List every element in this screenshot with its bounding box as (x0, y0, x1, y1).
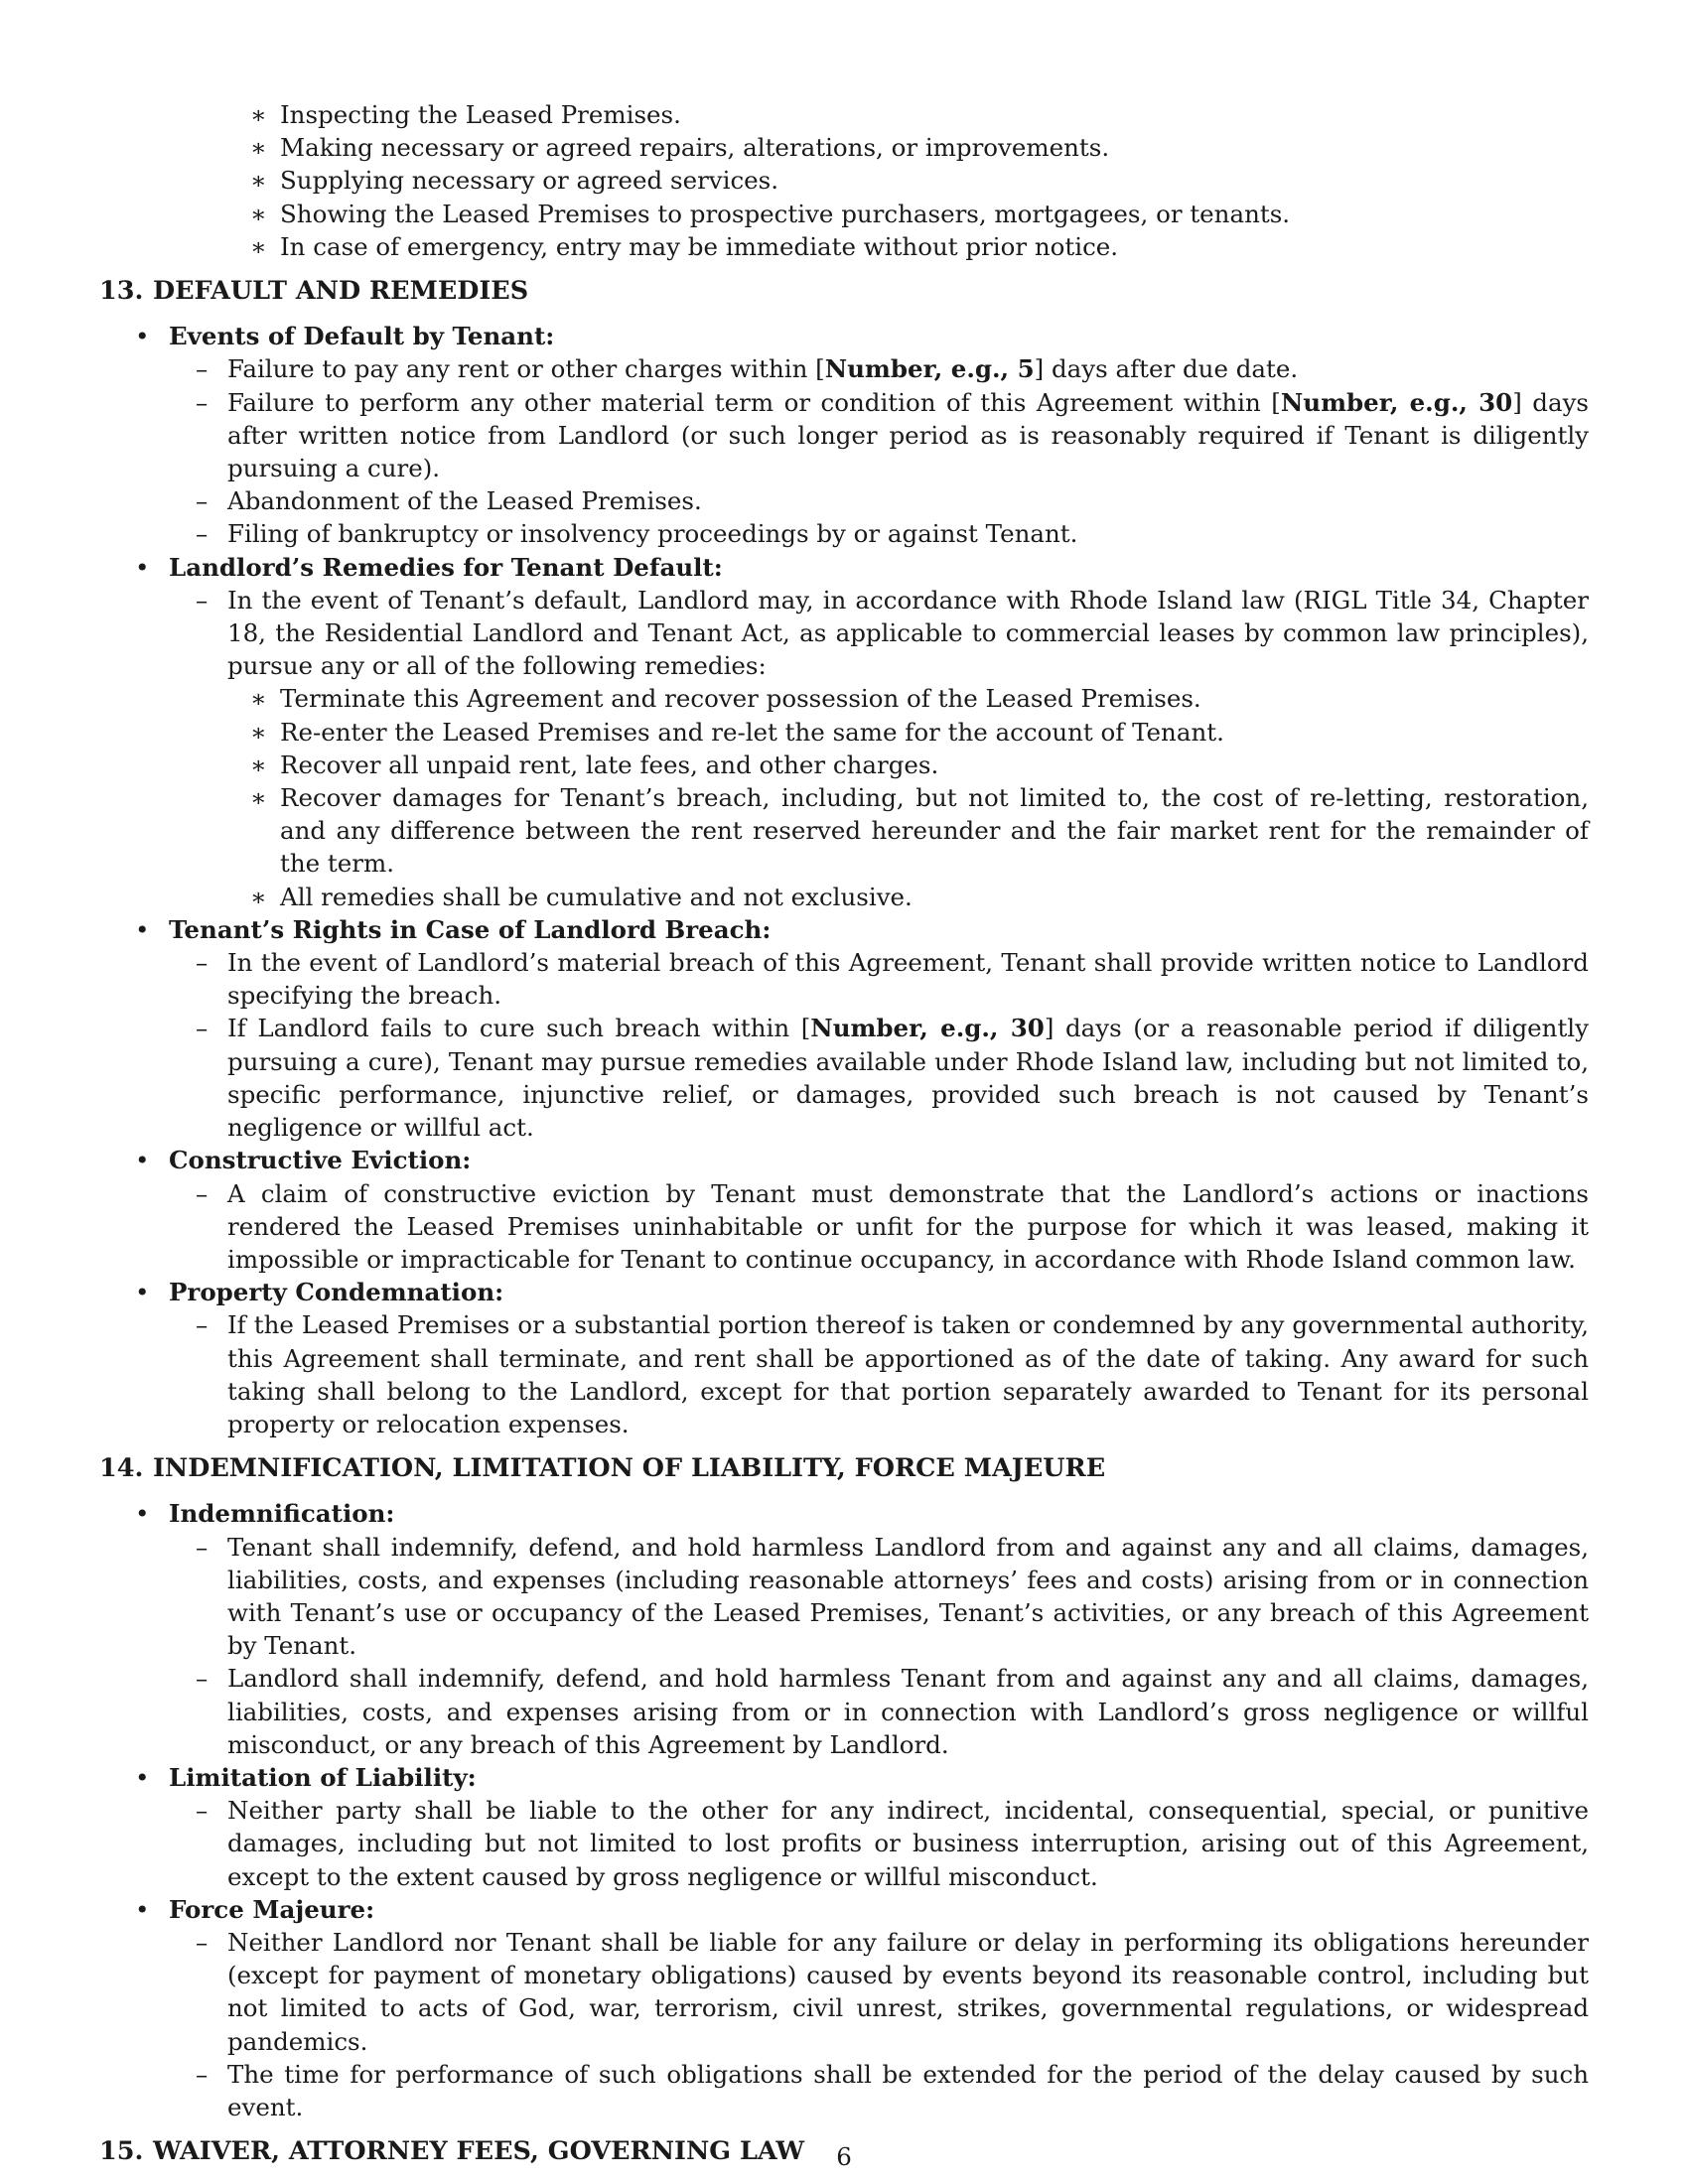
landlord-remedies-heading: • Landlord’s Remedies for Tenant Default: (99, 551, 1589, 584)
bullet-icon: • (135, 1146, 150, 1175)
asterisk-bullet-icon: ∗ (250, 100, 267, 129)
list-item: – Neither Landlord nor Tenant shall be liable for any failure or delay in performing its obligations hereunder (except for payment of monetary obligations) caused by events beyond its reasonable control, including but not limited to acts of God, war, terrorism, civil unrest, strikes, governmental regulations, or widespread pandemics. (196, 1927, 1589, 2056)
force-majeure-heading: • Force Majeure: (99, 1893, 1589, 1926)
dash-bullet-icon: – (196, 1310, 209, 1340)
list-item: – A claim of constructive eviction by Tenant must demonstrate that the Landlord’s actions or inactions rendered the Leased Premises uninhabitable or unfit for the purpose for which it was leased, making it impossible or impracticable for Tenant to continue occupancy, in accordance with Rhode Island common law. (196, 1178, 1589, 1274)
dash-bullet-icon: – (196, 519, 209, 549)
limitation-of-liability-heading: • Limitation of Liability: (99, 1761, 1589, 1794)
asterisk-bullet-icon: ∗ (250, 717, 267, 747)
dash-bullet-icon: – (196, 1796, 209, 1826)
asterisk-bullet-icon: ∗ (250, 133, 267, 163)
property-condemnation-heading: • Property Condemnation: (99, 1276, 1589, 1308)
list-item: – Filing of bankruptcy or insolvency proceedings by or against Tenant. (99, 517, 1589, 550)
list-item: ∗ In case of emergency, entry may be immediate without prior notice. (99, 230, 1589, 263)
asterisk-bullet-icon: ∗ (250, 783, 267, 813)
indemnification-heading: • Indemnification: (99, 1497, 1589, 1530)
number-placeholder: Number, e.g., 30 (1280, 387, 1513, 417)
bullet-icon: • (135, 914, 150, 944)
list-item: ∗ Inspecting the Leased Premises. (99, 98, 1589, 131)
list-item: – Landlord shall indemnify, defend, and hold harmless Tenant from and against any and all claims, damages, liabilities, costs, and expenses arising from or in connection with Landlord’s gross negligence or willful misconduct, or any breach of this Agreement by Landlord. (196, 1664, 1589, 1759)
section-13-title: 13. DEFAULT AND REMEDIES (99, 276, 529, 307)
list-item: ∗ Re-enter the Leased Premises and re-let the same for the account of Tenant. (99, 716, 1589, 749)
bullet-icon: • (135, 1894, 150, 1924)
list-item: – Abandonment of the Leased Premises. (99, 484, 1589, 517)
asterisk-bullet-icon: ∗ (250, 750, 267, 779)
list-item: – Failure to pay any rent or other charges within [Number, e.g., 5] days after due date. (99, 352, 1589, 385)
list-item: ∗ Terminate this Agreement and recover possession of the Leased Premises. (99, 682, 1589, 715)
list-item: – If the Leased Premises or a substantial portion thereof is taken or condemned by any governmental authority, this Agreement shall terminate, and rent shall be apportioned as of the date of taking. Any award for such taking shall belong to the Landlord, except for that portion separately awarded to Tenant for its personal property or relocation expenses. (196, 1310, 1589, 1438)
bullet-icon: • (135, 322, 150, 351)
dash-bullet-icon: – (196, 948, 209, 978)
section-15-title: 15. WAIVER, ATTORNEY FEES, GOVERNING LAW (99, 2136, 805, 2167)
bullet-icon: • (135, 1762, 150, 1792)
bullet-icon: • (135, 552, 150, 582)
dash-bullet-icon: – (196, 2059, 209, 2089)
number-placeholder: Number, e.g., 5 (824, 354, 1035, 384)
list-item: ∗ Recover damages for Tenant’s breach, including, but not limited to, the cost of re-letting, restoration, and any difference between the rent reserved hereunder and the fair market rent for the remainder of the term. (250, 783, 1589, 879)
dash-bullet-icon: – (196, 1664, 209, 1694)
events-of-default-heading: • Events of Default by Tenant: (99, 320, 1589, 352)
tenant-rights-heading: • Tenant’s Rights in Case of Landlord Breach: (99, 913, 1589, 946)
dash-bullet-icon: – (196, 1532, 209, 1562)
page-content (99, 98, 1589, 2168)
number-placeholder: Number, e.g., 30 (810, 1014, 1045, 1043)
list-item: ∗ Supplying necessary or agreed services. (99, 164, 1589, 197)
dash-bullet-icon: – (196, 387, 209, 417)
asterisk-bullet-icon: ∗ (250, 199, 267, 228)
asterisk-bullet-icon: ∗ (250, 882, 267, 911)
list-item: – Tenant shall indemnify, defend, and hold harmless Landlord from and against any and all claims, damages, liabilities, costs, and expenses (including reasonable attorneys’ fees and costs) arising from or in connection with Tenant’s use or occupancy of the Leased Premises, Tenant’s activities, or any breach of this Agreement by Tenant. (196, 1532, 1589, 1661)
list-item: ∗ Recover all unpaid rent, late fees, and other charges. (99, 749, 1589, 781)
dash-bullet-icon: – (196, 354, 209, 384)
bullet-icon: • (135, 1278, 150, 1307)
dash-bullet-icon: – (196, 1014, 209, 1043)
list-item: – If Landlord fails to cure such breach within [Number, e.g., 30] days (or a reasonable period if diligently pursuing a cure), Tenant may pursue remedies available under Rhode Island law, including but not limited to, specific performance, injunctive relief, or damages, provided such breach is not caused by Tenant’s negligence or willful act. (196, 1014, 1589, 1143)
list-item: – The time for performance of such obligations shall be extended for the period of the delay caused by such event. (196, 2059, 1589, 2121)
list-item: ∗ Showing the Leased Premises to prospective purchasers, mortgagees, or tenants. (99, 198, 1589, 230)
dash-bullet-icon: – (196, 585, 209, 614)
asterisk-bullet-icon: ∗ (250, 684, 267, 714)
asterisk-bullet-icon: ∗ (250, 166, 267, 196)
dash-bullet-icon: – (196, 1927, 209, 1957)
list-item: – In the event of Tenant’s default, Landlord may, in accordance with Rhode Island law (RIGL Title 34, Chapter 18, the Residential Landlord and Tenant Act, as applicable to commercial leases by common law principles), pursue any or all of the following remedies: (196, 585, 1589, 681)
list-item: ∗ Making necessary or agreed repairs, alterations, or improvements. (99, 131, 1589, 164)
list-item: – Neither party shall be liable to the other for any indirect, incidental, consequential, special, or punitive damages, including but not limited to lost profits or business interruption, arising out of this Agreement, except to the extent caused by gross negligence or willful misconduct. (196, 1796, 1589, 1891)
page-number: 6 (836, 2142, 852, 2171)
section-14-title: 14. INDEMNIFICATION, LIMITATION OF LIABILITY, FORCE MAJEURE (99, 1453, 1106, 1484)
bullet-icon: • (135, 1499, 150, 1529)
dash-bullet-icon: – (196, 486, 209, 516)
dash-bullet-icon: – (196, 1178, 209, 1208)
constructive-eviction-heading: • Constructive Eviction: (99, 1144, 1589, 1176)
list-item: – In the event of Landlord’s material breach of this Agreement, Tenant shall provide written notice to Landlord specifying the breach. (196, 948, 1589, 1011)
list-item: ∗ All remedies shall be cumulative and not exclusive. (99, 881, 1589, 913)
asterisk-bullet-icon: ∗ (250, 231, 267, 261)
list-item: – Failure to perform any other material term or condition of this Agreement within [Number, e.g., 30] days after written notice from Landlord (or such longer period as is reasonably required if Tenant is diligently pursuing a cure). (196, 387, 1589, 483)
